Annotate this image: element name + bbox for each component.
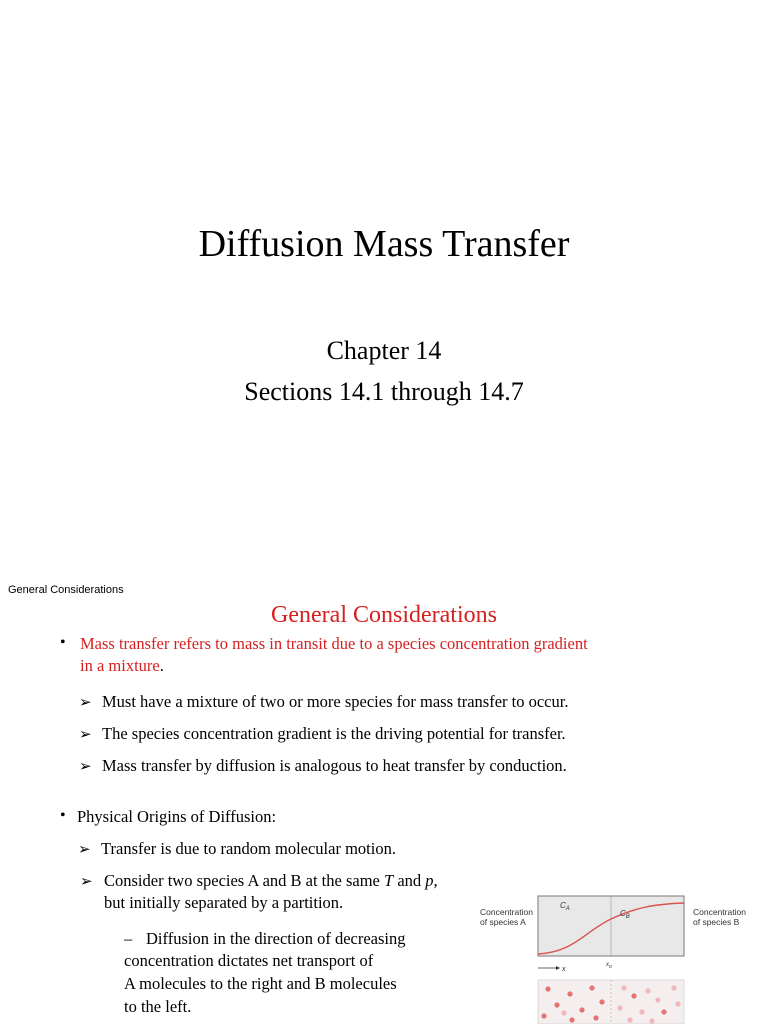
dash-line4: to the left. <box>124 997 192 1016</box>
label-x: x <box>562 966 566 973</box>
arrow-bullet-icon: ➢ <box>80 872 93 890</box>
slide-title: Diffusion Mass Transfer <box>198 223 570 265</box>
arrow-bullet-icon: ➢ <box>79 757 92 775</box>
bullet1-line2-end: . <box>159 656 164 675</box>
dash-line3: A molecules to the right and B molecules <box>124 974 397 993</box>
bullet1-line2-red: in a mixture <box>80 656 160 675</box>
bullet-dot-icon: • <box>60 807 66 824</box>
arrow-bullet-icon: ➢ <box>79 693 92 711</box>
bullet2: Physical Origins of Diffusion: <box>77 807 277 826</box>
label-right-1: Concentration <box>693 907 746 917</box>
bullet1-line1: Mass transfer refers to mass in transit due to a species concentration gradient <box>80 634 588 653</box>
bullet-dot-icon: • <box>60 634 66 651</box>
sub-bullet-4: Transfer is due to random molecular motion. <box>101 839 396 858</box>
label-cA-sub: A <box>565 906 570 912</box>
sub5-p: p <box>425 871 434 890</box>
label-xo <box>605 962 612 970</box>
label-left-1: Concentration <box>480 907 533 917</box>
sub-bullet-5 <box>104 871 438 891</box>
label-cB-sub: B <box>625 914 630 920</box>
label-right-2: of species B <box>693 917 740 927</box>
dash-line1: Diffusion in the direction of decreasing <box>146 929 406 948</box>
label-xo-main: x <box>606 962 609 968</box>
sub5-end: , <box>433 871 438 890</box>
sub-bullet-1: Must have a mixture of two or more species for mass transfer to occur. <box>102 692 569 711</box>
x-arrowhead-icon <box>556 966 560 970</box>
sections-label: Sections 14.1 through 14.7 <box>244 377 524 406</box>
slide2-title: General Considerations <box>271 602 497 628</box>
arrow-bullet-icon: ➢ <box>78 840 91 858</box>
chapter-label: Chapter 14 <box>326 336 442 365</box>
label-cA-main: C <box>560 901 566 910</box>
sub5-pre: Consider two species A and B at the same <box>104 871 384 890</box>
bullet1-line2 <box>80 656 164 676</box>
sub-bullet-3: Mass transfer by diffusion is analogous to heat transfer by conduction. <box>102 756 567 775</box>
arrow-bullet-icon: ➢ <box>79 725 92 743</box>
label-left-2: of species A <box>480 917 526 927</box>
label-xo-sub: o <box>609 964 612 970</box>
concentration-diagram <box>474 892 764 1024</box>
sub5-mid: and <box>393 871 426 890</box>
dash-line2: concentration dictates net transport of <box>124 951 374 970</box>
sub-bullet-2: The species concentration gradient is the driving potential for transfer. <box>102 724 566 743</box>
label-cB-main: C <box>620 909 626 918</box>
dash-bullet-icon: – <box>124 929 133 948</box>
sub5-T: T <box>384 871 394 890</box>
slide2-caption: General Considerations <box>8 584 124 596</box>
concentration-figure <box>474 892 764 1024</box>
sub-bullet-5-line2: but initially separated by a partition. <box>104 893 344 912</box>
